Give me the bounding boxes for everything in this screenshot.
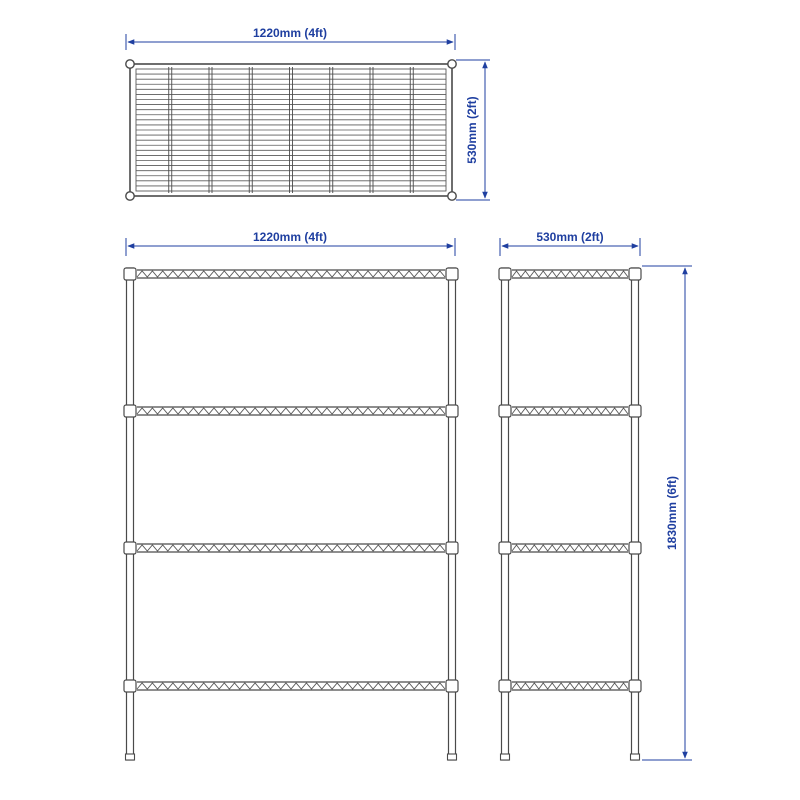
side-post-foot <box>501 754 510 760</box>
top-corner-post <box>126 60 134 68</box>
front-shelf <box>124 268 458 280</box>
front-shelf-wire-truss <box>137 408 445 414</box>
front-post-foot <box>448 754 457 760</box>
front-shelf <box>124 680 458 692</box>
front-shelf-wire-truss <box>137 683 445 689</box>
top-depth-dimension <box>456 60 490 200</box>
side-shelf-wire-truss <box>512 271 628 277</box>
side-shelf-collar <box>629 405 641 417</box>
top-corner-post <box>448 192 456 200</box>
front-shelf <box>124 542 458 554</box>
front-view <box>124 230 458 760</box>
top-shelf-grid <box>126 60 456 200</box>
front-post-foot <box>126 754 135 760</box>
top-corner-post <box>448 60 456 68</box>
side-view <box>499 230 692 760</box>
side-shelf-collar <box>629 542 641 554</box>
side-shelf-collar <box>629 268 641 280</box>
side-height-label: 1830mm (6ft) <box>665 475 679 551</box>
front-width-label: 1220mm (4ft) <box>252 230 328 244</box>
side-shelf-collar <box>499 542 511 554</box>
side-post-foot <box>631 754 640 760</box>
front-shelf-collar <box>446 405 458 417</box>
side-shelf-wire-truss <box>512 545 628 551</box>
front-shelf-collar <box>446 680 458 692</box>
side-shelving-frame <box>499 268 641 760</box>
top-width-dimension <box>126 26 455 50</box>
front-shelf-collar <box>446 542 458 554</box>
top-width-label: 1220mm (4ft) <box>252 26 328 40</box>
top-corner-post <box>126 192 134 200</box>
side-depth-label: 530mm (2ft) <box>536 230 604 244</box>
side-shelf <box>499 542 641 554</box>
side-shelf-wire-truss <box>512 408 628 414</box>
side-shelf-collar <box>629 680 641 692</box>
front-shelf-wire-truss <box>137 271 445 277</box>
side-shelf-wire-truss <box>512 683 628 689</box>
front-width-dimension <box>126 230 455 256</box>
front-shelf-collar <box>124 680 136 692</box>
side-shelf-collar <box>499 405 511 417</box>
side-depth-dimension <box>500 230 640 256</box>
front-shelf <box>124 405 458 417</box>
front-shelving-frame <box>124 268 458 760</box>
front-shelf-collar <box>446 268 458 280</box>
top-view <box>126 26 490 200</box>
top-depth-label: 530mm (2ft) <box>465 96 479 164</box>
side-height-dimension <box>642 266 692 760</box>
side-shelf <box>499 268 641 280</box>
front-shelf-collar <box>124 268 136 280</box>
front-shelf-collar <box>124 542 136 554</box>
side-shelf-collar <box>499 680 511 692</box>
side-shelf-collar <box>499 268 511 280</box>
front-shelf-wire-truss <box>137 545 445 551</box>
side-shelf <box>499 405 641 417</box>
side-shelf <box>499 680 641 692</box>
front-shelf-collar <box>124 405 136 417</box>
